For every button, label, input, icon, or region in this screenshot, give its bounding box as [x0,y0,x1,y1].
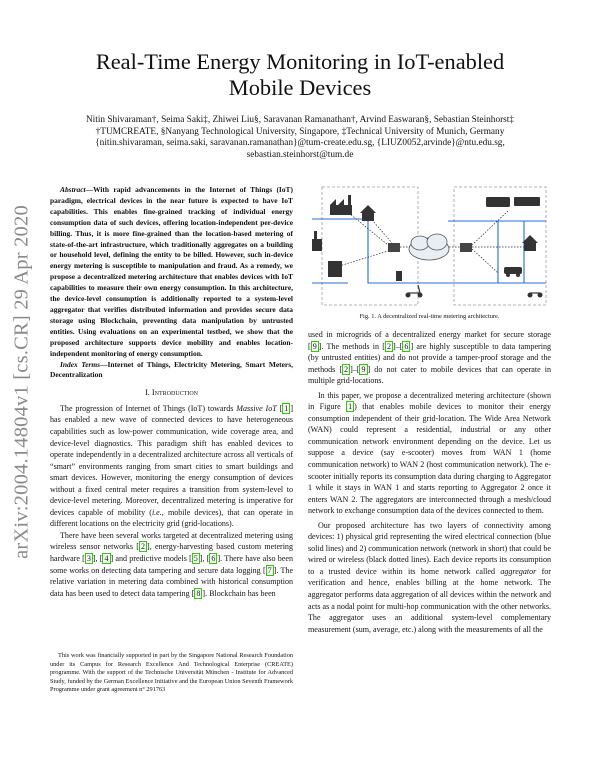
citation-link[interactable]: 2 [386,341,392,351]
train-icon [514,197,540,206]
bus-icon [486,197,510,207]
right-column [308,329,551,635]
citation-link[interactable]: 8 [196,588,201,598]
text-run: do not cater to mobile devices that can operate in multiple grid-locations. [308,364,552,386]
building-icon [328,261,342,277]
right-paragraph-1: used in microgrids of a decentralized energy market for secure storage [ 9 ]. The methods in [ 2 ]–[ 6 ] are highly susceptible to data tampering (by untrusted entities) and do not provide a tamper-proof storage and the methods [ 2 ]–[ 9 ] do not cater to mobile devices that can operate in multiple grid-locations. [308,330,552,386]
text-run: . The relative variation in metering data combined with historical consumption data has been used to detect data tampering [50,565,294,598]
intro-paragraph-1: The progression of Internet of Things (IoT) towards Massive IoT [ 1 ] has enabled a new wave of connected devices to have heterogeneous capabilities such as low-power communication, wide coverage area, and device-level diagnostics. This paradigm shift has enabled devices to operate independently in a decentralized architecture across all verticals of “smart” environments ranging from smart cities to smart buildings and smart devices. However, monitoring the energy consumption of devices without a fixed central meter requires a transition from system-level to device-level metering. Moreover, decentralized metering is imperative for devices capable of mobility (i.e., mobile devices), that can operate in different locations on the electricity grid (grid-locations). [50,403,293,529]
emails-line-2: sebastian.steinhorst@tum.de [246,149,354,160]
factory-icon [330,195,352,215]
left-column [50,185,293,599]
text-run: and predictive models [113,553,190,563]
car-icon [504,267,522,277]
power-station-icon [312,231,322,251]
index-terms [50,360,293,382]
title-line-2: Mobile Devices [228,75,372,100]
paper-title [60,49,540,101]
ev-charger-icon [396,271,402,281]
text-run: . There have also been some works on detecting data tampering and secure data logging [50,553,293,575]
footnote-text: This work was financially supported in part by the Singapore National Research Foundation under its Campus for Research Excellence And Technological Enterprise (CREATE) programme. With the support of the Technische Universität München - Institute for Advanced Study, funded by the German Excellence Initiative and the European Union Seventh Framework Programme under grant agreement n° 291763 [50,652,293,694]
text-run: In this paper, we propose a decentralized metering architecture (shown in Figure [308,390,551,412]
title-line-1: Real-Time Energy Monitoring in IoT-enabled [95,49,505,74]
citation-link[interactable]: 4 [104,553,109,563]
emails-line-1: {nitin.shivaraman, seima.saki, saravanan.ramanathan}@tum-create.edu.sg, {LIUZ0052,arvinde}@ntu.edu.sg, [95,138,505,149]
text-run: Our proposed architecture has two layers of connectivity among devices: 1) physical grid representing the wired electrical connection (blue solid lines) and 2) communication network (network in short) that could be wired or wireless (black dotted lines). Each device reports its consumption to a trusted device within its home network called [308,520,551,576]
index-terms-text: —Internet of Things, Electricity Metering, Smart Meters, Decentralization [50,359,293,380]
text-run: used in microgrids of a decentralized energy market for secure storage [308,330,551,339]
text-run: , mobile devices), that can operate in different locations on the electricity grid (grid-locations). [50,507,293,529]
section-heading-introduction: I. Introduction [144,388,198,398]
author-block [60,115,540,161]
text-run-italic: Massive IoT [236,403,277,413]
citation-link[interactable]: 1 [284,403,289,413]
intro-paragraph-2: There have been several works targeted at decentralized metering using wireless sensor networks [ 2 ], energy-harvesting based custom metering hardware [ 3 ], [ 4 ] and predictive models [ 5 ], [ 6 ]. There have also been some works on detecting data tampering and secure data logging [ 7 ]. The relative variation in metering data combined with historical consumption data has been used to detect data tampering [ 8 ]. Blockchain has been [50,530,294,598]
text-run: for verification and hence, enables billing at the home network. The aggregator performs data aggregation of all devices within the network and acts as a nodal point for multi-hop communication with the other networks. The aggregator uses an additional system-level complementary measurement (sum, average, etc.) along with the measurements of all the [308,566,551,634]
citation-link[interactable]: 2 [140,542,146,552]
text-run: , energy-harvesting based custom metering hardware [50,542,293,563]
text-run-italic: i.e. [151,507,162,517]
figure-link[interactable]: 1 [348,402,353,412]
citation-link[interactable]: 6 [211,553,216,563]
text-run: The progression of Internet of Things (IoT) towards [60,403,237,413]
citation-link[interactable]: 2 [344,364,349,374]
e-scooter-icon [406,285,423,298]
text-run: are highly susceptible to data tampering (by untrusted entities) and do not provide a tamper-proof storage and the methods [308,341,552,374]
abstract-label: Abstract [60,185,86,194]
abstract [50,185,293,360]
house-icon [360,205,376,221]
affiliations: †TUMCREATE, §Nanyang Technological University, Singapore, ‡Technical University of Munich, Germany [95,126,505,137]
right-paragraph-2 [308,390,551,517]
e-scooter-icon [528,293,543,298]
figure-1 [308,183,551,323]
footnote [50,652,293,695]
index-terms-label: Index Terms [60,359,101,369]
aggregator-1-icon [388,243,400,252]
citation-link[interactable]: 9 [312,341,317,351]
abstract-text: —With rapid advancements in the Internet of Things (IoT) paradigm, electrical devices in the near future is expected to have IoT capabilities. This enables fine-grained tracking of individual energy consumption data of such devices, offering location-independent per-device billing. Thus, it is more fine-grained than the location-based metering of state-of-the-art infrastructure, which traditionally aggregates on a building or household level, defining the entity to be billed. However, such in-device energy metering is susceptible to manipulation and fraud. As a remedy, we propose a decentralized metering architecture that enables devices with IoT capabilities to measure their own energy consumption. In this architecture, the device-level consumption is additionally reported to a system-level aggregator that verifies distributed information and provides secure data storage using Blockchain, preventing data manipulation by untrusted entities. Using evaluations on an experimental testbed, we show that the proposed architecture supports device mobility and enables location-independent monitoring of energy consumption. [50,185,293,358]
text-run: . Blockchain has been [205,588,276,598]
arxiv-id: arXiv:2004.14804v1 [cs.CR] 29 Apr 2020 [10,205,33,559]
right-paragraph-3 [308,520,551,635]
text-run: . The methods in [321,341,383,351]
architecture-diagram [308,183,551,311]
aggregator-2-icon [460,243,472,252]
cloud-icon [409,234,449,260]
citation-link[interactable]: 9 [361,364,366,374]
author-names: Nitin Shivaraman†, Seima Saki‡, Zhiwei Liu§, Saravanan Ramanathan†, Arvind Easwaran§, Sebastian Steinhorst‡ [85,115,515,125]
wan-1-region [322,187,418,305]
citation-link[interactable]: 6 [404,341,409,351]
text-run: has enabled a new wave of connected devices to have heterogeneous capabilities such as low-power communication, wide coverage area, and device-level diagnostics. This paradigm shift has enabled devices to operate independently in a decentralized architecture across all verticals of “smart” environments ranging from smart cities to smart buildings and smart devices. However, monitoring the energy consumption of devices without a fixed central meter requires a transition from system-level to device-level metering. Moreover, decentralized metering is imperative for devices capable of mobility ( [50,415,293,517]
citation-link[interactable]: 5 [193,553,198,563]
figure-caption: Fig. 1. A decentralized real-time metering architecture. [359,313,500,320]
citation-link[interactable]: 7 [267,565,272,575]
citation-link[interactable]: 3 [86,553,91,563]
text-run: ) that enables mobile devices to monitor their energy consumption independent of their grid-location. The Wide Area Network (WAN) could represent a residential, industrial or any other communication network environment depending on the device. Let us suppose a device (say e-scooter) moves from WAN 1 (home communication network) to WAN 2 (host communication network). The e-scooter initially reports its consumption data during charging to Aggregator 1 while it stays in WAN 1 and starts reporting to Aggregator 2 once it enters WAN 2. The aggregators are interconnected through a mesh/cloud network to exchange consumption data of the devices connected to them. [308,402,551,516]
text-run: There have been several works targeted at decentralized metering using wireless sensor networks [50,530,293,552]
arxiv-sidebar-stamp [4,196,40,568]
text-run-italic: aggregator [500,566,537,576]
